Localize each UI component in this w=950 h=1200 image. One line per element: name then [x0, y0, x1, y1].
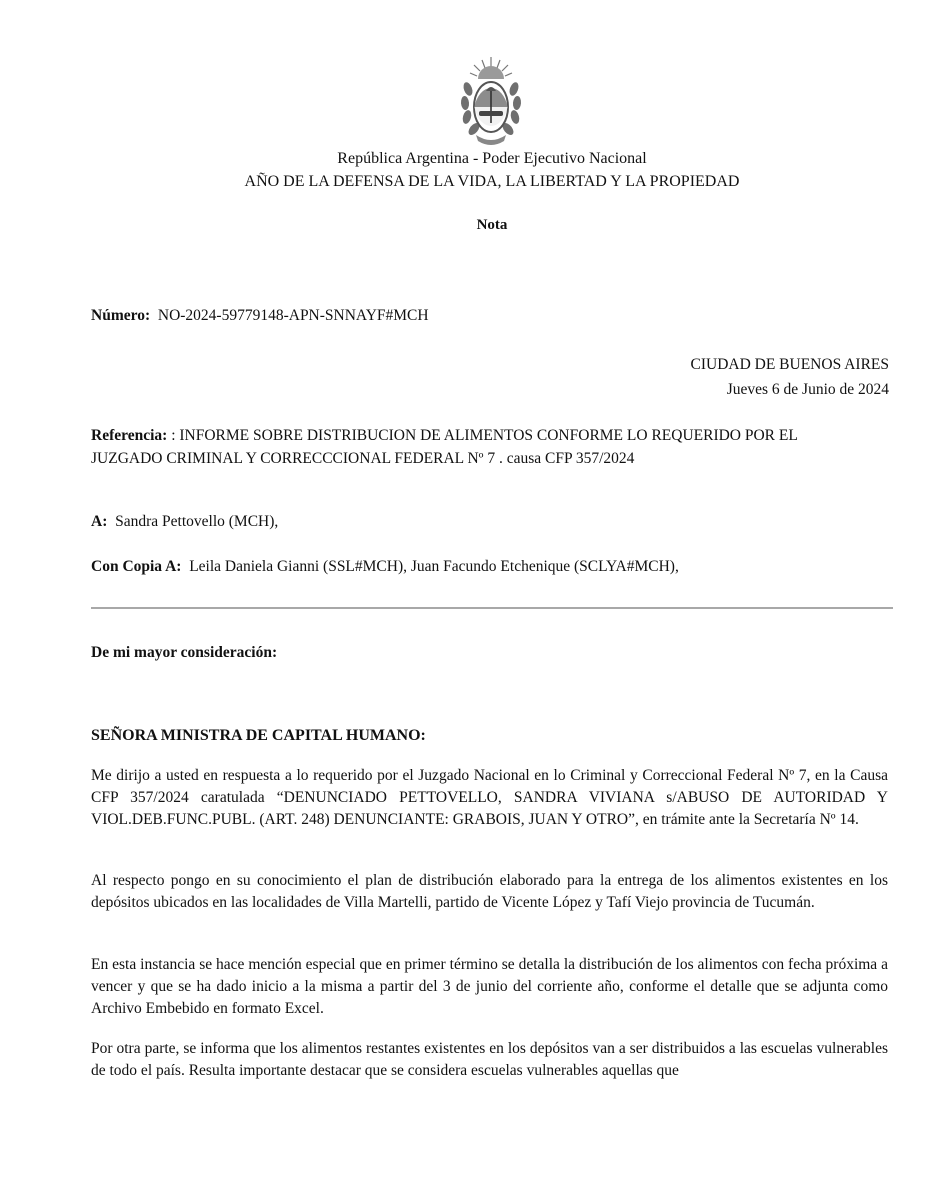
- paragraph-1: Me dirijo a usted en respuesta a lo requerido por el Juzgado Nacional en lo Criminal y Correccional Federal Nº 7, en la Causa CFP 357/2024 caratulada “DENUNCIADO PETTOVELLO, SANDRA VIVIANA s/ABUSO DE AUTORIDAD Y VIOL.DEB.FUNC.PUBL. (ART. 248) DENUNCIANTE: GRABOIS, JUAN Y OTRO”, en trámite ante la Secretaría Nº 14.: [91, 767, 888, 828]
- recipient-value: Sandra Pettovello (MCH),: [115, 513, 279, 530]
- paragraph-4: Por otra parte, se informa que los alimentos restantes existentes en los depósitos van a ser distribuidos a las escuelas vulnerables de todo el país. Resulta importante destacar que se considera escuelas vulnerables aquellas que: [91, 1040, 888, 1079]
- reference-label: Referencia:: [91, 427, 168, 444]
- reference-text-line2: JUZGADO CRIMINAL Y CORRECCCIONAL FEDERAL Nº 7 . causa CFP 357/2024: [91, 450, 635, 467]
- reference-row: [91, 427, 798, 445]
- number-value: NO-2024-59779148-APN-SNNAYF#MCH: [157, 307, 429, 324]
- reference-text-line1: : INFORME SOBRE DISTRIBUCION DE ALIMENTOS CONFORME LO REQUERIDO POR EL: [171, 427, 798, 444]
- country-line: República Argentina - Poder Ejecutivo Nacional: [337, 150, 647, 167]
- recipient-label: A:: [91, 513, 108, 530]
- city: CIUDAD DE BUENOS AIRES: [690, 356, 889, 373]
- cc-label: Con Copia A:: [91, 558, 182, 575]
- cc-row: [91, 558, 679, 576]
- coat-of-arms-icon: [458, 55, 524, 150]
- document-number-row: [91, 307, 429, 325]
- number-label: Número:: [91, 307, 151, 324]
- paragraph-3: En esta instancia se hace mención especial que en primer término se detalla la distribución de los alimentos con fecha próxima a vencer y que se ha dado inicio a la misma a partir del 3 de junio del corriente año, conforme el detalle que se adjunta como Archivo Embebido en formato Excel.: [91, 956, 888, 1017]
- date: Jueves 6 de Junio de 2024: [726, 381, 889, 398]
- recipient-row: [91, 513, 278, 531]
- greeting: De mi mayor consideración:: [91, 644, 278, 661]
- paragraph-2: Al respecto pongo en su conocimiento el plan de distribución elaborado para la entrega de los alimentos existentes en los depósitos ubicados en las localidades de Villa Martelli, partido de Vicente López y Tafí Viejo provincia de Tucumán.: [91, 872, 888, 911]
- year-motto-line: AÑO DE LA DEFENSA DE LA VIDA, LA LIBERTAD Y LA PROPIEDAD: [244, 173, 740, 190]
- header-divider: [91, 607, 893, 609]
- document-type: Nota: [476, 217, 508, 233]
- addressee: SEÑORA MINISTRA DE CAPITAL HUMANO:: [91, 727, 426, 744]
- cc-value: Leila Daniela Gianni (SSL#MCH), Juan Facundo Etchenique (SCLYA#MCH),: [189, 558, 679, 575]
